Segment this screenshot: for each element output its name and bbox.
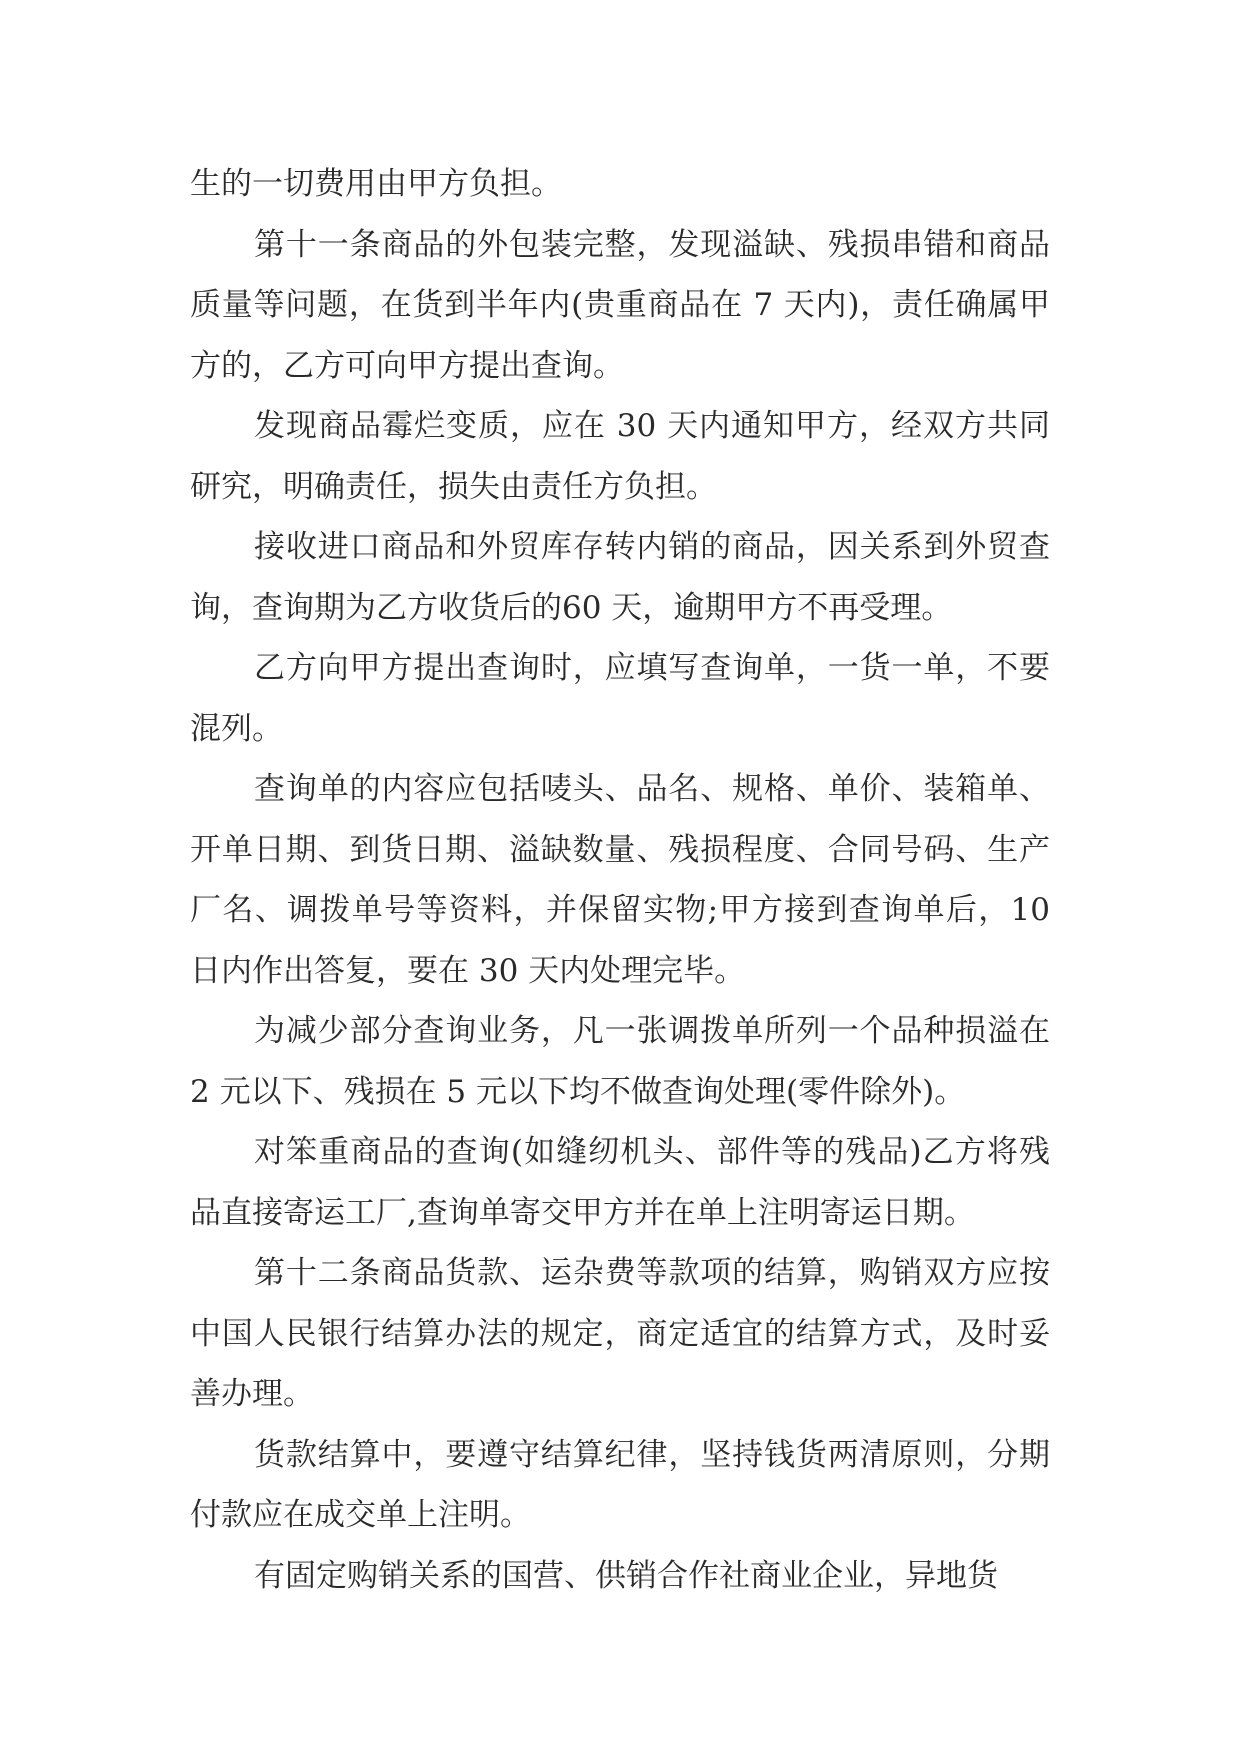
paragraph-settlement: 货款结算中，要遵守结算纪律，坚持钱货两清原则，分期付款应在成交单上注明。 xyxy=(190,1436,1050,1533)
paragraph-fixed-relations: 有固定购销关系的国营、供销合作社商业企业，异地货 xyxy=(254,1557,998,1594)
paragraph-import-goods: 接收进口商品和外贸库存转内销的商品，因关系到外贸查询，查询期为乙方收货后的60 天，逾期甲方不再受理。 xyxy=(190,529,1050,626)
paragraph-article-12: 第十二条商品货款、运杂费等款项的结算，购销双方应按中国人民银行结算办法的规定，商定适宜的结算方式，及时妥善办理。 xyxy=(190,1255,1050,1412)
paragraph-inquiry-form: 乙方向甲方提出查询时，应填写查询单，一货一单，不要混列。 xyxy=(190,650,1050,747)
paragraph-continuation: 生的一切费用由甲方负担。 xyxy=(190,166,562,202)
paragraph-inquiry-content: 查询单的内容应包括唛头、品名、规格、单价、装箱单、开单日期、到货日期、溢缺数量、残损程度、合同号码、生产厂名、调拨单号等资料，并保留实物;甲方接到查询单后，10 日内作出答复，要在 30 天内处理完毕。 xyxy=(190,771,1050,989)
document-body xyxy=(190,154,1050,1606)
paragraph-article-11: 第十一条商品的外包装完整，发现溢缺、残损串错和商品质量等问题，在货到半年内(贵重商品在 7 天内)，责任确属甲方的，乙方可向甲方提出查询。 xyxy=(190,226,1050,384)
paragraph-mildew: 发现商品霉烂变质，应在 30 天内通知甲方，经双方共同研究，明确责任，损失由责任方负担。 xyxy=(190,408,1050,505)
paragraph-bulky-goods: 对笨重商品的查询(如缝纫机头、部件等的残品)乙方将残品直接寄运工厂,查询单寄交甲方并在单上注明寄运日期。 xyxy=(190,1134,1050,1231)
paragraph-reduce-inquiry: 为减少部分查询业务，凡一张调拨单所列一个品种损溢在 2 元以下、残损在 5 元以下均不做查询处理(零件除外)。 xyxy=(190,1013,1050,1110)
